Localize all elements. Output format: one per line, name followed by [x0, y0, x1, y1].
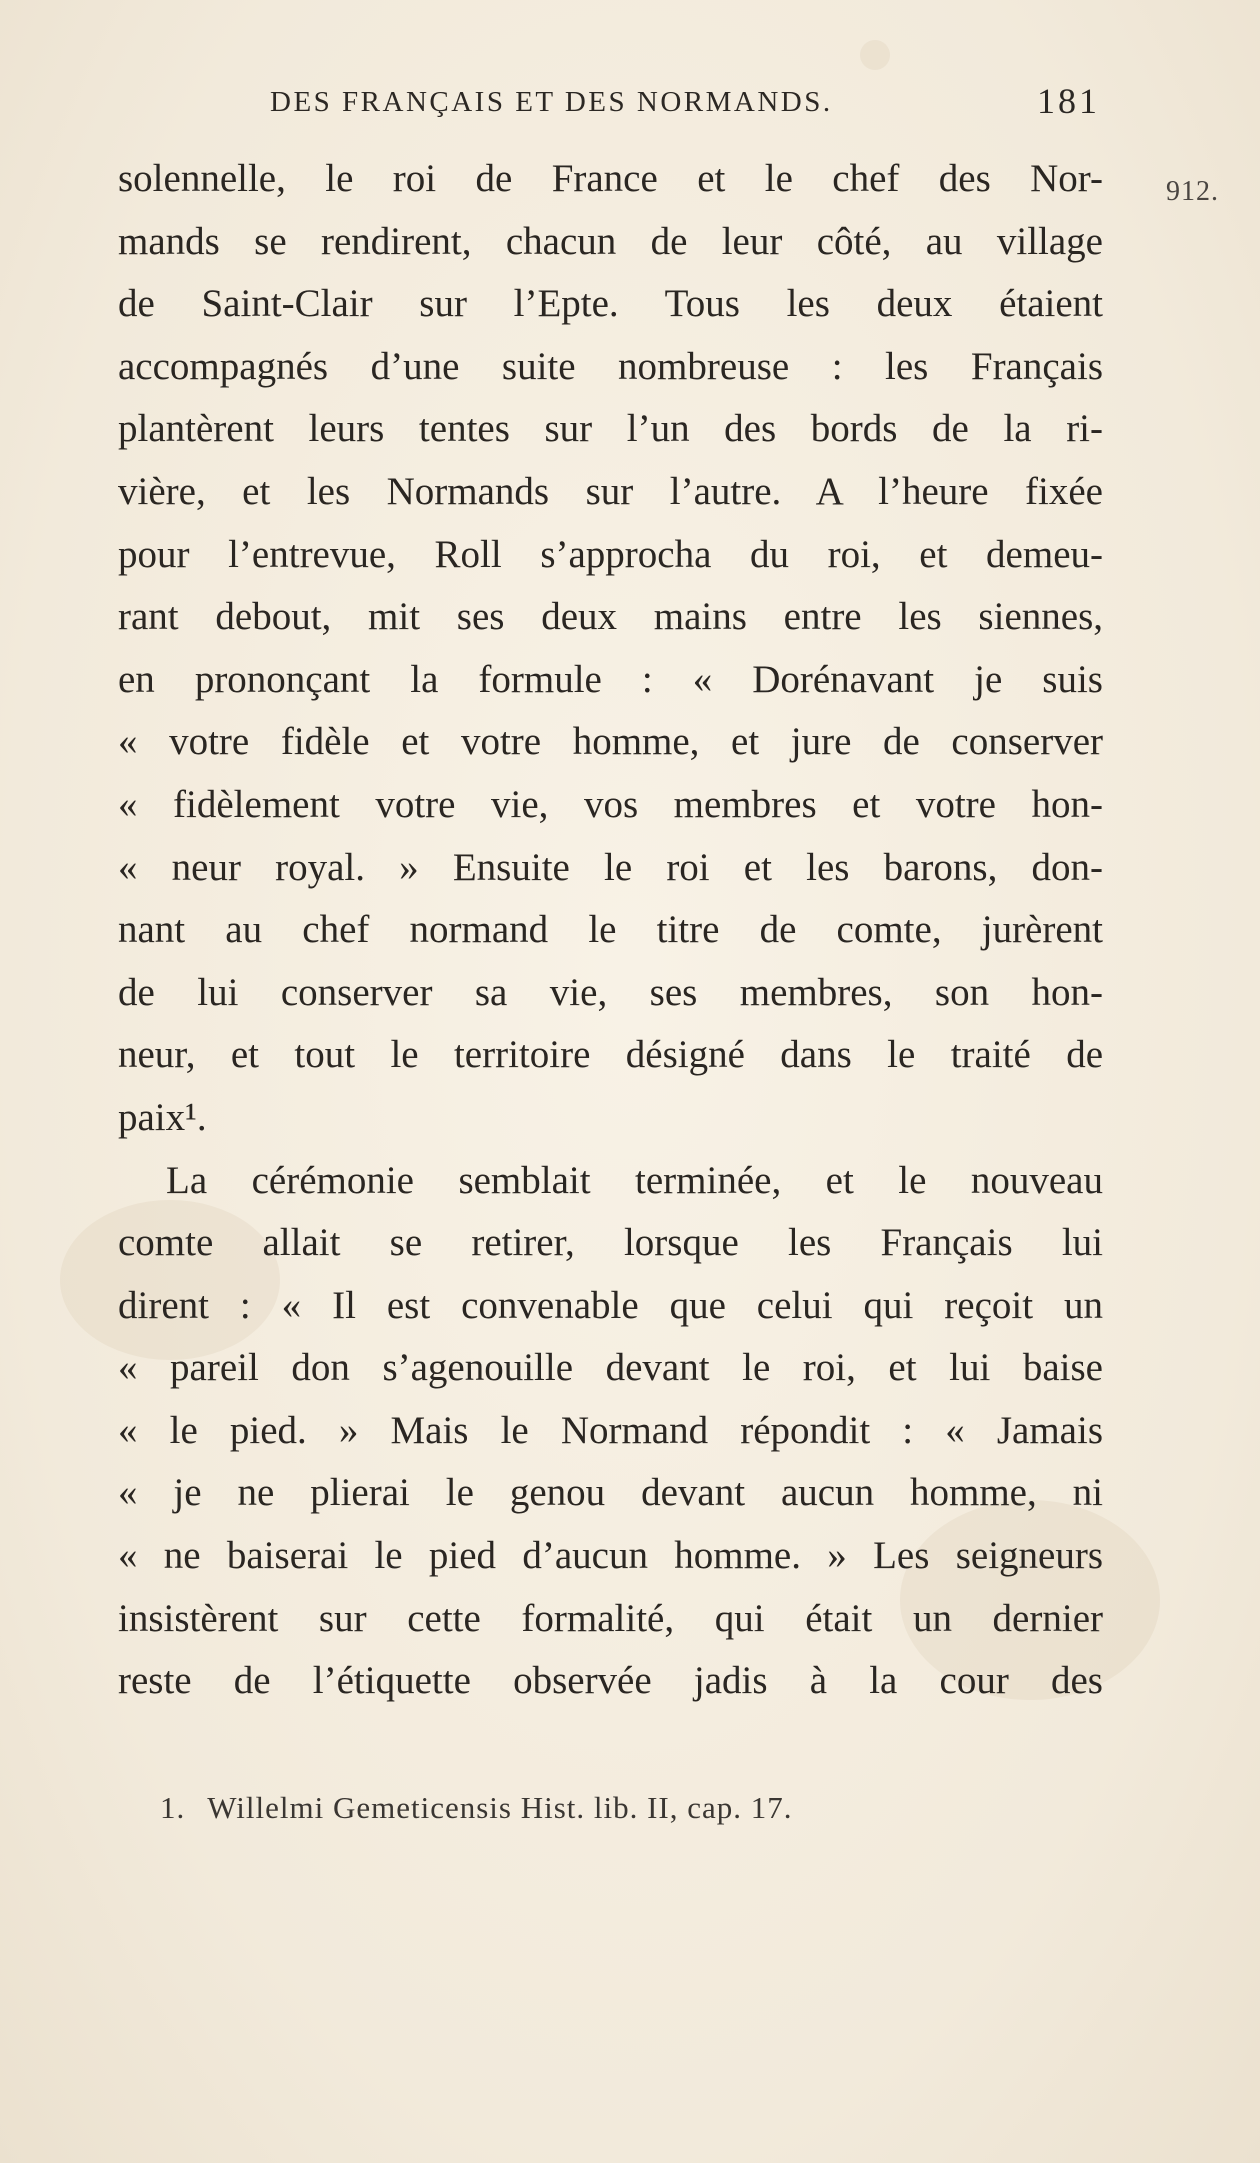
text-line: dirent : « Il est convenable que celui qui reçoit un — [118, 1283, 1103, 1327]
running-head — [270, 81, 1100, 132]
footnote-text: Willelmi Gemeticensis Hist. lib. II, cap. 17. — [207, 1790, 793, 1825]
text-line: en prononçant la formule : « Dorénavant je suis — [118, 657, 1103, 701]
text-line: « votre fidèle et votre homme, et jure de conserver — [118, 720, 1103, 764]
body-text — [118, 148, 1103, 1713]
text-line: solennelle, le roi de France et le chef des Nor- — [118, 157, 1103, 200]
text-line: « pareil don s’agenouille devant le roi, et lui baise — [118, 1346, 1103, 1390]
text-line: paix¹. — [118, 1095, 207, 1139]
margin-year-note: 912. — [1166, 176, 1219, 207]
text-line: nant au chef normand le titre de comte, jurèrent — [118, 908, 1103, 952]
footnote — [160, 1790, 793, 1826]
text-line: de lui conserver sa vie, ses membres, son hon- — [118, 970, 1103, 1014]
footnote-number: 1. — [160, 1790, 186, 1825]
text-line: comte allait se retirer, lorsque les Français lui — [118, 1221, 1103, 1265]
text-line: « ne baiserai le pied d’aucun homme. » Les seigneurs — [118, 1534, 1103, 1578]
text-line: La cérémonie semblait terminée, et le nouveau — [166, 1158, 1103, 1202]
text-line: « le pied. » Mais le Normand répondit : « Jamais — [118, 1408, 1103, 1452]
text-line: « fidèlement votre vie, vos membres et votre hon- — [118, 782, 1103, 826]
text-line: « je ne plierai le genou devant aucun homme, ni — [118, 1471, 1103, 1515]
text-line: « neur royal. » Ensuite le roi et les barons, don- — [118, 845, 1103, 889]
running-title: DES FRANÇAIS ET DES NORMANDS. — [270, 86, 833, 118]
text-line: reste de l’étiquette observée jadis à la cour des — [118, 1659, 1103, 1703]
text-line: neur, et tout le territoire désigné dans le traité de — [118, 1033, 1103, 1077]
text-line: plantèrent leurs tentes sur l’un des bords de la ri- — [118, 407, 1103, 451]
text-line: pour l’entrevue, Roll s’approcha du roi, et demeu- — [118, 532, 1103, 576]
page-number: 181 — [1037, 81, 1100, 121]
text-line: mands se rendirent, chacun de leur côté, au village — [118, 219, 1103, 263]
text-line: vière, et les Normands sur l’autre. A l’heure fixée — [118, 469, 1103, 513]
text-line: de Saint-Clair sur l’Epte. Tous les deux étaient — [118, 282, 1103, 326]
paper-stain — [860, 40, 890, 70]
text-line: accompagnés d’une suite nombreuse : les Français — [118, 344, 1103, 388]
text-line: rant debout, mit ses deux mains entre les siennes, — [118, 595, 1103, 639]
text-line: insistèrent sur cette formalité, qui était un dernier — [118, 1596, 1103, 1640]
